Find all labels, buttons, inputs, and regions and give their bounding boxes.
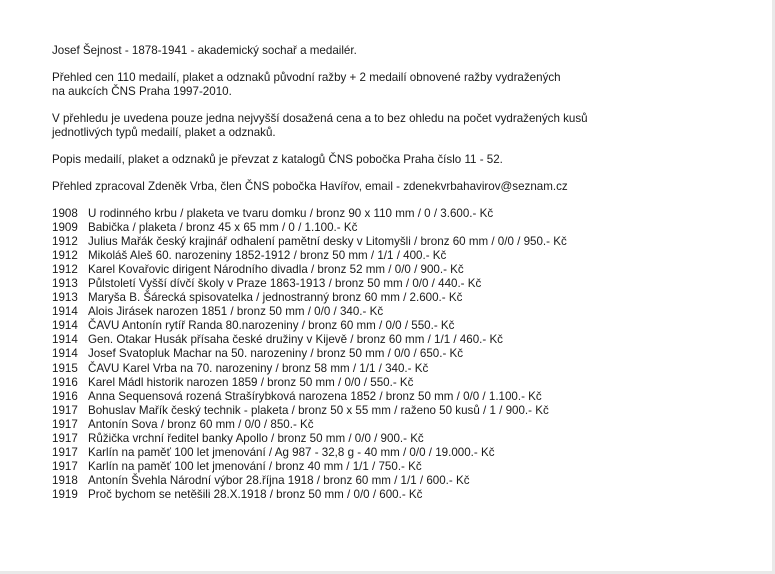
list-item-text: Maryša B. Šárecká spisovatelka / jednostranný bronz 60 mm / 2.600.- Kč [88, 291, 463, 305]
list-item [52, 404, 752, 418]
list-item [52, 305, 752, 319]
list-item-text: Antonín Švehla Národní výbor 28.října 1918 / bronz 60 mm / 1/1 / 600.- Kč [88, 473, 470, 487]
list-item-year: 1917 [52, 417, 78, 431]
source-paragraph: Popis medailí, plaket a odznaků je převzat z katalogů ČNS pobočka Praha číslo 11 - 52. [52, 153, 503, 166]
list-item-text: Josef Svatopluk Machar na 50. narozeniny / bronz 50 mm / 0/0 / 650.- Kč [88, 347, 464, 361]
list-item [52, 221, 752, 235]
list-item-year: 1912 [52, 235, 78, 249]
list-item-year: 1913 [52, 277, 78, 291]
list-item-year: 1917 [52, 445, 78, 459]
list-item-text: Alois Jirásek narozen 1851 / bronz 50 mm / 0/0 / 340.- Kč [88, 305, 384, 319]
list-item [52, 291, 752, 305]
list-item [52, 446, 752, 460]
list-item [52, 235, 752, 249]
list-item-year: 1917 [52, 459, 78, 473]
list-item-text: Julius Mařák český krajinář odhalení pamětní desky v Litomyšli / bronz 60 mm / 0/0 / 950.- Kč [88, 235, 567, 249]
list-item-year: 1919 [52, 487, 78, 501]
list-item [52, 319, 752, 333]
list-item [52, 277, 752, 291]
list-item-text: Mikoláš Aleš 60. narozeniny 1852-1912 / bronz 50 mm / 1/1 / 400.- Kč [88, 249, 447, 263]
list-item-year: 1912 [52, 263, 78, 277]
list-item-text: Karel Mádl historik narozen 1859 / bronz 50 mm / 0/0 / 550.- Kč [88, 375, 414, 389]
list-item [52, 263, 752, 277]
list-item-year: 1914 [52, 333, 78, 347]
list-item [52, 390, 752, 404]
list-item-text: Anna Sequensová rozená Strašírybková narozena 1852 / bronz 50 mm / 0/0 / 1.100.- Kč [88, 389, 542, 403]
list-item-year: 1913 [52, 291, 78, 305]
list-item [52, 207, 752, 221]
list-item-year: 1914 [52, 305, 78, 319]
overview-paragraph: Přehled cen 110 medailí, plaket a odznaků původní ražby + 2 medailí obnovené ražby vydražených na aukcích ČNS Praha 1997-2010. [52, 71, 561, 98]
list-item-year: 1912 [52, 249, 78, 263]
list-item-year: 1916 [52, 375, 78, 389]
list-item [52, 432, 752, 446]
list-item [52, 474, 752, 488]
list-item-text: Proč bychom se netěšili 28.X.1918 / bronz 50 mm / 0/0 / 600.- Kč [88, 487, 423, 501]
author-paragraph: Přehled zpracoval Zdeněk Vrba, člen ČNS pobočka Havířov, email - zdenekvrbahavirov@seznam.cz [52, 180, 568, 193]
list-item-year: 1917 [52, 403, 78, 417]
medal-list [52, 207, 752, 502]
list-item-year: 1915 [52, 361, 78, 375]
list-item-text: Růžička vrchní ředitel banky Apollo / bronz 50 mm / 0/0 / 900.- Kč [88, 431, 424, 445]
list-item-text: Karlín na paměť 100 let jmenování / Ag 987 - 32,8 g - 40 mm / 0/0 / 19.000.- Kč [88, 445, 495, 459]
list-item-text: Bohuslav Mařík český technik - plaketa / bronz 50 x 55 mm / raženo 50 kusů / 1 / 900.- Kč [88, 403, 549, 417]
list-item [52, 488, 752, 502]
list-item-year: 1918 [52, 473, 78, 487]
list-item [52, 333, 752, 347]
note-paragraph: V přehledu je uvedena pouze jedna nejvyšší dosažená cena a to bez ohledu na počet vydražených kusů jednotlivých typů medailí, plaket a odznaků. [52, 112, 588, 139]
list-item-text: Karlín na paměť 100 let jmenování / bronz 40 mm / 1/1 / 750.- Kč [88, 459, 422, 473]
list-item-text: ČAVU Karel Vrba na 70. narozeniny / bronz 58 mm / 1/1 / 340.- Kč [88, 361, 429, 375]
list-item-year: 1916 [52, 389, 78, 403]
list-item [52, 376, 752, 390]
list-item-text: Karel Kovařovic dirigent Národního divadla / bronz 52 mm / 0/0 / 900.- Kč [88, 263, 464, 277]
document-body [52, 44, 752, 502]
list-item [52, 362, 752, 376]
heading-line: Josef Šejnost - 1878-1941 - akademický sochař a medailér. [52, 44, 357, 57]
list-item [52, 347, 752, 361]
list-item-text: Babička / plaketa / bronz 45 x 65 mm / 0 / 1.100.- Kč [88, 221, 358, 235]
list-item-text: Gen. Otakar Husák přísaha české družiny v Kijevě / bronz 60 mm / 1/1 / 460.- Kč [88, 333, 503, 347]
list-item [52, 418, 752, 432]
list-item-text: Antonín Sova / bronz 60 mm / 0/0 / 850.- Kč [88, 417, 314, 431]
list-item-text: Půlstoletí Vyšší dívčí školy v Praze 1863-1913 / bronz 50 mm / 0/0 / 440.- Kč [88, 277, 482, 291]
list-item-year: 1914 [52, 347, 78, 361]
list-item-text: U rodinného krbu / plaketa ve tvaru domku / bronz 90 x 110 mm / 0 / 3.600.- Kč [88, 207, 494, 220]
list-item [52, 460, 752, 474]
list-item-year: 1908 [52, 207, 78, 220]
list-item [52, 249, 752, 263]
list-item-year: 1917 [52, 431, 78, 445]
list-item-year: 1909 [52, 221, 78, 235]
list-item-text: ČAVU Antonín rytíř Randa 80.narozeniny / bronz 60 mm / 0/0 / 550.- Kč [88, 319, 455, 333]
list-item-year: 1914 [52, 319, 78, 333]
